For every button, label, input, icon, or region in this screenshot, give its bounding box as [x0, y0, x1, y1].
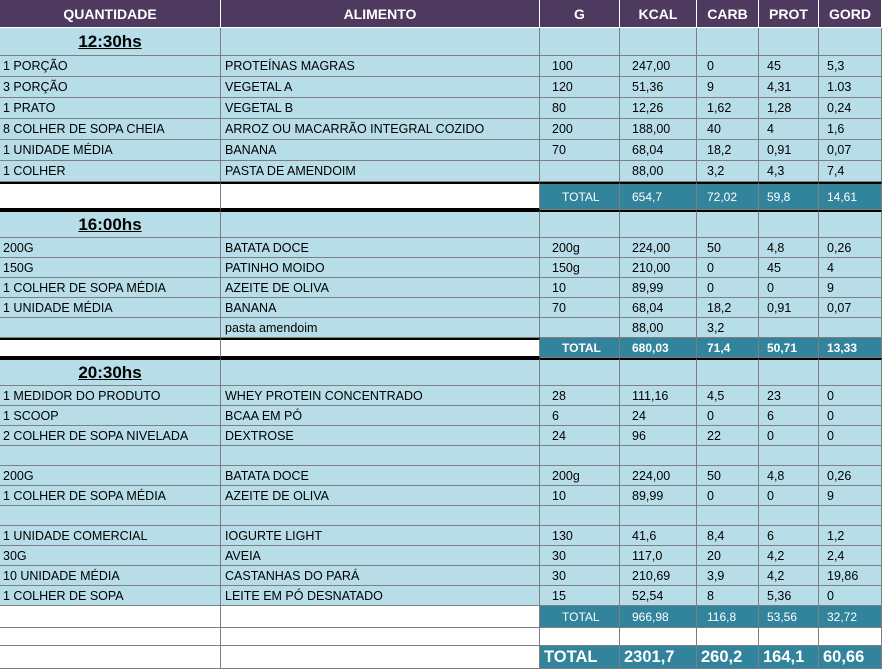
cell-prot[interactable]: 45 [759, 258, 819, 278]
cell-g[interactable]: 200g [540, 466, 620, 486]
empty-cell [0, 628, 221, 646]
empty-cell [620, 358, 697, 386]
cell-g[interactable]: 100 [540, 56, 620, 77]
empty-cell [221, 28, 540, 56]
cell-gord[interactable]: 2,4 [819, 546, 882, 566]
cell-carb[interactable]: 0 [697, 56, 759, 77]
cell-quantidade[interactable]: 1 PRATO [0, 98, 221, 119]
cell-kcal[interactable]: 52,54 [620, 586, 697, 606]
header-row [0, 0, 888, 28]
header-carb: CARB [697, 0, 759, 28]
cell-prot[interactable] [759, 446, 819, 466]
empty-cell [819, 628, 882, 646]
cell-kcal[interactable]: 224,00 [620, 466, 697, 486]
empty-cell [221, 646, 540, 669]
cell-prot[interactable]: 4,8 [759, 238, 819, 258]
cell-alimento[interactable]: ARROZ OU MACARRÃO INTEGRAL COZIDO [221, 119, 540, 140]
cell-quantidade[interactable]: 1 UNIDADE COMERCIAL [0, 526, 221, 546]
empty-cell [221, 210, 540, 238]
cell-g[interactable]: 80 [540, 98, 620, 119]
cell-quantidade[interactable]: 30G [0, 546, 221, 566]
cell-gord[interactable]: 0,24 [819, 98, 882, 119]
table-row [0, 258, 888, 278]
empty-cell [0, 646, 221, 669]
cell-kcal[interactable]: 89,99 [620, 486, 697, 506]
cell-g[interactable]: 10 [540, 278, 620, 298]
cell-carb[interactable]: 18,2 [697, 298, 759, 318]
table-row [0, 546, 888, 566]
table-row [0, 161, 888, 182]
cell-alimento[interactable]: PASTA DE AMENDOIM [221, 161, 540, 182]
cell-g[interactable] [540, 446, 620, 466]
cell-quantidade[interactable] [0, 506, 221, 526]
cell-prot[interactable]: 4 [759, 119, 819, 140]
empty-cell [0, 338, 221, 358]
cell-kcal[interactable]: 88,00 [620, 161, 697, 182]
cell-prot[interactable]: 4,31 [759, 77, 819, 98]
total-kcal: 966,98 [620, 606, 697, 628]
cell-g[interactable]: 6 [540, 406, 620, 426]
cell-gord[interactable]: 1.03 [819, 77, 882, 98]
section-total-row [0, 182, 888, 210]
empty-cell [540, 210, 620, 238]
cell-carb[interactable]: 0 [697, 406, 759, 426]
empty-cell [620, 28, 697, 56]
cell-g[interactable]: 24 [540, 426, 620, 446]
cell-prot[interactable]: 5,36 [759, 586, 819, 606]
cell-kcal[interactable]: 96 [620, 426, 697, 446]
total-label: TOTAL [540, 606, 620, 628]
cell-kcal[interactable]: 68,04 [620, 298, 697, 318]
cell-kcal[interactable]: 210,00 [620, 258, 697, 278]
empty-cell [697, 628, 759, 646]
table-row [0, 486, 888, 506]
header-g: G [540, 0, 620, 28]
empty-cell [697, 210, 759, 238]
cell-prot[interactable]: 1,28 [759, 98, 819, 119]
cell-alimento[interactable]: AZEITE DE OLIVA [221, 486, 540, 506]
cell-prot[interactable]: 0,91 [759, 298, 819, 318]
empty-cell [697, 358, 759, 386]
cell-gord[interactable] [819, 318, 882, 338]
cell-gord[interactable]: 1,2 [819, 526, 882, 546]
empty-cell [540, 628, 620, 646]
total-gord: 13,33 [819, 338, 882, 358]
cell-gord[interactable]: 19,86 [819, 566, 882, 586]
cell-alimento[interactable]: PATINHO MOIDO [221, 258, 540, 278]
cell-gord[interactable]: 0,26 [819, 238, 882, 258]
grand-total-prot: 164,1 [759, 646, 819, 669]
total-carb: 71,4 [697, 338, 759, 358]
grand-total-gord: 60,66 [819, 646, 882, 669]
cell-gord[interactable]: 9 [819, 486, 882, 506]
cell-g[interactable]: 120 [540, 77, 620, 98]
cell-g[interactable]: 28 [540, 386, 620, 406]
total-prot: 50,71 [759, 338, 819, 358]
table-row [0, 446, 888, 466]
table-row [0, 406, 888, 426]
cell-prot[interactable]: 4,3 [759, 161, 819, 182]
total-label: TOTAL [540, 338, 620, 358]
total-kcal: 680,03 [620, 338, 697, 358]
table-row [0, 506, 888, 526]
cell-g[interactable] [540, 318, 620, 338]
cell-carb[interactable]: 40 [697, 119, 759, 140]
cell-prot[interactable]: 45 [759, 56, 819, 77]
cell-prot[interactable]: 0 [759, 278, 819, 298]
section-total-row [0, 338, 888, 358]
empty-cell [0, 606, 221, 628]
cell-kcal[interactable]: 111,16 [620, 386, 697, 406]
empty-cell [221, 182, 540, 210]
cell-alimento[interactable]: IOGURTE LIGHT [221, 526, 540, 546]
cell-kcal[interactable]: 41,6 [620, 526, 697, 546]
cell-prot[interactable]: 0 [759, 486, 819, 506]
empty-cell [0, 182, 221, 210]
table-row [0, 566, 888, 586]
empty-cell [759, 210, 819, 238]
cell-kcal[interactable]: 89,99 [620, 278, 697, 298]
cell-alimento[interactable]: DEXTROSE [221, 426, 540, 446]
empty-cell [620, 210, 697, 238]
header-kcal: KCAL [620, 0, 697, 28]
section-title: 12:30hs [0, 28, 221, 56]
cell-alimento[interactable] [221, 506, 540, 526]
table-row [0, 466, 888, 486]
table-row [0, 426, 888, 446]
cell-quantidade[interactable]: 10 UNIDADE MÉDIA [0, 566, 221, 586]
header-prot: PROT [759, 0, 819, 28]
cell-gord[interactable]: 9 [819, 278, 882, 298]
total-carb: 116,8 [697, 606, 759, 628]
cell-g[interactable]: 200g [540, 238, 620, 258]
total-kcal: 654,7 [620, 182, 697, 210]
header-quantidade: QUANTIDADE [0, 0, 221, 28]
cell-gord[interactable]: 5,3 [819, 56, 882, 77]
cell-quantidade[interactable]: 1 PORÇÃO [0, 56, 221, 77]
total-label: TOTAL [540, 182, 620, 210]
cell-kcal[interactable]: 247,00 [620, 56, 697, 77]
table-row [0, 386, 888, 406]
cell-prot[interactable]: 0,91 [759, 140, 819, 161]
cell-g[interactable]: 15 [540, 586, 620, 606]
section-title-row [0, 210, 888, 238]
cell-prot[interactable]: 4,8 [759, 466, 819, 486]
cell-kcal[interactable] [620, 446, 697, 466]
total-gord: 14,61 [819, 182, 882, 210]
cell-quantidade[interactable]: 3 PORÇÃO [0, 77, 221, 98]
section-title: 16:00hs [0, 210, 221, 238]
cell-g[interactable]: 150g [540, 258, 620, 278]
cell-prot[interactable] [759, 318, 819, 338]
table-row [0, 298, 888, 318]
empty-cell [819, 358, 882, 386]
cell-quantidade[interactable] [0, 318, 221, 338]
cell-quantidade[interactable]: 1 SCOOP [0, 406, 221, 426]
cell-prot[interactable]: 6 [759, 406, 819, 426]
table-row [0, 586, 888, 606]
cell-carb[interactable]: 0 [697, 486, 759, 506]
cell-g[interactable] [540, 161, 620, 182]
cell-alimento[interactable]: CASTANHAS DO PARÁ [221, 566, 540, 586]
cell-alimento[interactable]: VEGETAL A [221, 77, 540, 98]
cell-gord[interactable]: 1,6 [819, 119, 882, 140]
cell-carb[interactable]: 9 [697, 77, 759, 98]
empty-cell [819, 28, 882, 56]
cell-gord[interactable] [819, 446, 882, 466]
cell-carb[interactable]: 18,2 [697, 140, 759, 161]
cell-quantidade[interactable]: 1 UNIDADE MÉDIA [0, 140, 221, 161]
cell-carb[interactable]: 4,5 [697, 386, 759, 406]
cell-alimento[interactable]: BANANA [221, 298, 540, 318]
cell-kcal[interactable] [620, 506, 697, 526]
cell-alimento[interactable]: WHEY PROTEIN CONCENTRADO [221, 386, 540, 406]
total-prot: 59,8 [759, 182, 819, 210]
empty-cell [221, 606, 540, 628]
empty-cell [759, 358, 819, 386]
cell-g[interactable]: 70 [540, 298, 620, 318]
cell-g[interactable]: 30 [540, 566, 620, 586]
cell-g[interactable]: 130 [540, 526, 620, 546]
cell-alimento[interactable] [221, 446, 540, 466]
grand-total-label: TOTAL [540, 646, 620, 669]
table-row [0, 238, 888, 258]
total-carb: 72,02 [697, 182, 759, 210]
empty-cell [759, 628, 819, 646]
grand-total-carb: 260,2 [697, 646, 759, 669]
total-prot: 53,56 [759, 606, 819, 628]
cell-gord[interactable]: 0,26 [819, 466, 882, 486]
section-title: 20:30hs [0, 358, 221, 386]
cell-kcal[interactable]: 224,00 [620, 238, 697, 258]
cell-g[interactable]: 30 [540, 546, 620, 566]
table-row [0, 318, 888, 338]
cell-gord[interactable] [819, 506, 882, 526]
cell-carb[interactable]: 3,2 [697, 161, 759, 182]
cell-gord[interactable]: 0 [819, 386, 882, 406]
header-alimento: ALIMENTO [221, 0, 540, 28]
cell-quantidade[interactable]: 1 MEDIDOR DO PRODUTO [0, 386, 221, 406]
cell-alimento[interactable]: AVEIA [221, 546, 540, 566]
cell-carb[interactable]: 0 [697, 258, 759, 278]
cell-alimento[interactable]: PROTEÍNAS MAGRAS [221, 56, 540, 77]
cell-gord[interactable]: 7,4 [819, 161, 882, 182]
cell-alimento[interactable]: AZEITE DE OLIVA [221, 278, 540, 298]
cell-kcal[interactable]: 188,00 [620, 119, 697, 140]
cell-quantidade[interactable]: 2 COLHER DE SOPA NIVELADA [0, 426, 221, 446]
cell-prot[interactable]: 6 [759, 526, 819, 546]
cell-quantidade[interactable]: 1 COLHER DE SOPA [0, 586, 221, 606]
cell-carb[interactable]: 20 [697, 546, 759, 566]
table-row [0, 98, 888, 119]
empty-cell [540, 358, 620, 386]
cell-g[interactable] [540, 506, 620, 526]
cell-prot[interactable]: 4,2 [759, 546, 819, 566]
cell-quantidade[interactable]: 1 COLHER DE SOPA MÉDIA [0, 486, 221, 506]
blank-row [0, 628, 888, 646]
cell-quantidade[interactable]: 1 COLHER DE SOPA MÉDIA [0, 278, 221, 298]
cell-kcal[interactable]: 12,26 [620, 98, 697, 119]
empty-cell [221, 628, 540, 646]
cell-carb[interactable]: 3,2 [697, 318, 759, 338]
cell-gord[interactable]: 0 [819, 586, 882, 606]
cell-carb[interactable]: 22 [697, 426, 759, 446]
cell-carb[interactable]: 50 [697, 238, 759, 258]
section-title-row [0, 28, 888, 56]
cell-gord[interactable]: 0,07 [819, 298, 882, 318]
empty-cell [540, 28, 620, 56]
cell-kcal[interactable]: 68,04 [620, 140, 697, 161]
section-title-row [0, 358, 888, 386]
table-row [0, 526, 888, 546]
cell-quantidade[interactable]: 200G [0, 238, 221, 258]
cell-quantidade[interactable]: 8 COLHER DE SOPA CHEIA [0, 119, 221, 140]
cell-alimento[interactable]: BANANA [221, 140, 540, 161]
cell-carb[interactable] [697, 506, 759, 526]
cell-quantidade[interactable]: 1 COLHER [0, 161, 221, 182]
cell-prot[interactable]: 23 [759, 386, 819, 406]
empty-cell [697, 28, 759, 56]
cell-carb[interactable]: 3,9 [697, 566, 759, 586]
grand-total-kcal: 2301,7 [620, 646, 697, 669]
cell-prot[interactable] [759, 506, 819, 526]
cell-g[interactable]: 10 [540, 486, 620, 506]
cell-carb[interactable]: 1,62 [697, 98, 759, 119]
cell-alimento[interactable]: LEITE EM PÓ DESNATADO [221, 586, 540, 606]
cell-quantidade[interactable]: 200G [0, 466, 221, 486]
cell-prot[interactable]: 4,2 [759, 566, 819, 586]
cell-kcal[interactable]: 24 [620, 406, 697, 426]
cell-carb[interactable]: 0 [697, 278, 759, 298]
cell-g[interactable]: 200 [540, 119, 620, 140]
table-row [0, 140, 888, 161]
cell-carb[interactable]: 8,4 [697, 526, 759, 546]
empty-cell [221, 338, 540, 358]
empty-cell [221, 358, 540, 386]
cell-kcal[interactable]: 88,00 [620, 318, 697, 338]
cell-kcal[interactable]: 210,69 [620, 566, 697, 586]
cell-gord[interactable]: 0 [819, 406, 882, 426]
cell-g[interactable]: 70 [540, 140, 620, 161]
cell-kcal[interactable]: 117,0 [620, 546, 697, 566]
cell-alimento[interactable]: BATATA DOCE [221, 466, 540, 486]
cell-gord[interactable]: 0 [819, 426, 882, 446]
cell-quantidade[interactable]: 150G [0, 258, 221, 278]
cell-alimento[interactable]: BATATA DOCE [221, 238, 540, 258]
cell-quantidade[interactable]: 1 UNIDADE MÉDIA [0, 298, 221, 318]
cell-gord[interactable]: 4 [819, 258, 882, 278]
empty-cell [759, 28, 819, 56]
cell-prot[interactable]: 0 [759, 426, 819, 446]
cell-carb[interactable]: 8 [697, 586, 759, 606]
cell-alimento[interactable]: pasta amendoim [221, 318, 540, 338]
table-row [0, 119, 888, 140]
section-total-row [0, 606, 888, 628]
table-row [0, 278, 888, 298]
cell-gord[interactable]: 0,07 [819, 140, 882, 161]
empty-cell [819, 210, 882, 238]
header-gord: GORD [819, 0, 882, 28]
cell-carb[interactable]: 50 [697, 466, 759, 486]
cell-alimento[interactable]: VEGETAL B [221, 98, 540, 119]
table-row [0, 56, 888, 77]
cell-quantidade[interactable] [0, 446, 221, 466]
cell-carb[interactable] [697, 446, 759, 466]
table-row [0, 77, 888, 98]
cell-alimento[interactable]: BCAA EM PÓ [221, 406, 540, 426]
grand-total-row [0, 646, 888, 669]
empty-cell [620, 628, 697, 646]
cell-kcal[interactable]: 51,36 [620, 77, 697, 98]
total-gord: 32,72 [819, 606, 882, 628]
